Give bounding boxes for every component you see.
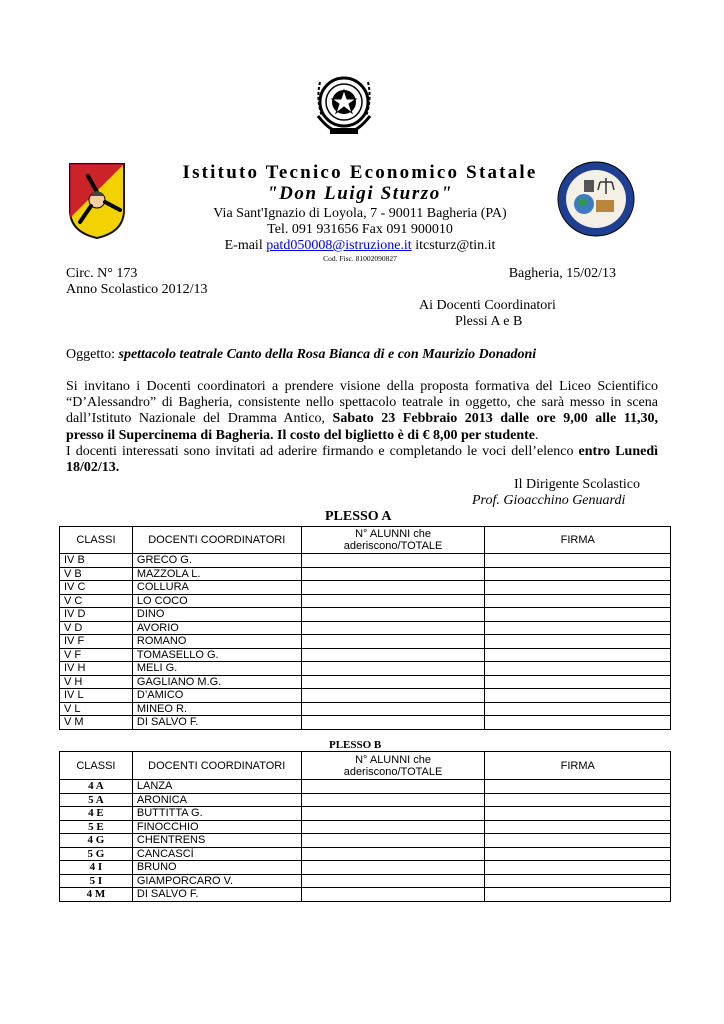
teacher-cell: MAZZOLA L. [132, 567, 301, 581]
teacher-cell: CANCASCÌ [132, 847, 301, 861]
italian-republic-emblem [312, 72, 376, 138]
table-row [60, 554, 671, 568]
signature-cell[interactable] [485, 675, 671, 689]
table-row [60, 581, 671, 595]
recipient-line-2: Plessi A e B [455, 314, 523, 329]
table-row [60, 888, 671, 902]
table-row [60, 594, 671, 608]
teacher-cell: FINOCCHIO [132, 820, 301, 834]
students-count-cell[interactable] [301, 662, 485, 676]
students-count-cell[interactable] [301, 807, 485, 821]
signature-cell[interactable] [485, 793, 671, 807]
signature-cell[interactable] [485, 648, 671, 662]
email-label: E-mail [224, 238, 267, 253]
signature-cell[interactable] [485, 702, 671, 716]
event-date-time: Sabato 23 Febbraio 2013 dalle ore 9,00 alle 11,30, [332, 411, 658, 427]
students-count-cell[interactable] [301, 594, 485, 608]
body-line-2: “D’Alessandro” di Bagheria, consistente nello spettacolo teatrale in oggetto, che sarà messo in scena [66, 395, 658, 411]
teacher-cell: AVORIO [132, 621, 301, 635]
body-line-6 [66, 460, 658, 476]
students-count-cell[interactable] [301, 581, 485, 595]
teacher-cell: BRUNO [132, 861, 301, 875]
teacher-cell: GIAMPORCARO V. [132, 874, 301, 888]
table-row [60, 635, 671, 649]
tax-code: Cod. Fisc. 81002090827 [323, 254, 397, 263]
students-count-cell[interactable] [301, 675, 485, 689]
class-cell: 5 A [60, 793, 133, 807]
class-cell: 4 M [60, 888, 133, 902]
signature-cell[interactable] [485, 567, 671, 581]
teacher-cell: MELI G. [132, 662, 301, 676]
table-row [60, 834, 671, 848]
teacher-cell: DI SALVO F. [132, 716, 301, 730]
class-cell: 5 E [60, 820, 133, 834]
teacher-cell: CHENTRENS [132, 834, 301, 848]
teacher-cell: COLLURA [132, 581, 301, 595]
class-cell: V B [60, 567, 133, 581]
teacher-cell: LO COCO [132, 594, 301, 608]
signature-cell[interactable] [485, 807, 671, 821]
body-line-5: I docenti interessati sono invitati ad aderire firmando e completando le voci dell’elenco entro Lunedì [66, 443, 658, 459]
students-count-cell[interactable] [301, 608, 485, 622]
class-cell: IV F [60, 635, 133, 649]
students-count-cell[interactable] [301, 621, 485, 635]
students-count-cell[interactable] [301, 834, 485, 848]
table-row [60, 567, 671, 581]
table-row [60, 847, 671, 861]
school-address: Via Sant'Ignazio di Loyola, 7 - 90011 Bagheria (PA) [213, 206, 507, 221]
column-header: CLASSI [60, 752, 133, 780]
table-row [60, 807, 671, 821]
signature-cell[interactable] [485, 888, 671, 902]
students-count-cell[interactable] [301, 874, 485, 888]
body-paragraph [66, 379, 658, 476]
school-name: "Don Luigi Sturzo" [266, 183, 454, 204]
table-row [60, 621, 671, 635]
signature-cell[interactable] [485, 874, 671, 888]
column-header: FIRMA [485, 752, 671, 780]
students-count-cell[interactable] [301, 716, 485, 730]
column-header: DOCENTI COORDINATORI [132, 752, 301, 780]
class-cell: 4 I [60, 861, 133, 875]
class-cell: 4 E [60, 807, 133, 821]
signature-cell[interactable] [485, 621, 671, 635]
table-row [60, 874, 671, 888]
column-header: FIRMA [485, 527, 671, 554]
class-cell: IV C [60, 581, 133, 595]
plesso-a-title: PLESSO A [325, 509, 392, 524]
signature-cell[interactable] [485, 820, 671, 834]
class-cell: V D [60, 621, 133, 635]
table-row [60, 780, 671, 794]
signature-cell[interactable] [485, 635, 671, 649]
class-cell: 5 I [60, 874, 133, 888]
students-count-cell[interactable] [301, 554, 485, 568]
deadline-label: entro Lunedì [578, 443, 658, 459]
table-row [60, 716, 671, 730]
class-cell: 4 G [60, 834, 133, 848]
students-count-cell[interactable] [301, 793, 485, 807]
table-row [60, 608, 671, 622]
teacher-cell: ROMANO [132, 635, 301, 649]
school-phone: Tel. 091 931656 Fax 091 900010 [267, 222, 453, 237]
plesso-b-title: PLESSO B [329, 739, 382, 751]
students-count-cell[interactable] [301, 847, 485, 861]
plesso-b-table [59, 751, 671, 902]
teacher-cell: BUTTITTA G. [132, 807, 301, 821]
class-cell: IV H [60, 662, 133, 676]
subject-line [66, 347, 536, 363]
signature-cell[interactable] [485, 594, 671, 608]
table-row [60, 689, 671, 703]
table-row [60, 648, 671, 662]
table-header-row [60, 527, 671, 554]
class-cell: V C [60, 594, 133, 608]
class-cell: 5 G [60, 847, 133, 861]
class-cell: V L [60, 702, 133, 716]
plesso-a-table [59, 526, 671, 730]
teacher-cell: D’AMICO [132, 689, 301, 703]
signature-cell[interactable] [485, 861, 671, 875]
sicily-coat-of-arms [68, 162, 126, 240]
signature-cell[interactable] [485, 847, 671, 861]
students-count-cell[interactable] [301, 861, 485, 875]
signature-role: Il Dirigente Scolastico [514, 477, 640, 492]
teacher-cell: MINEO R. [132, 702, 301, 716]
teacher-cell: GRECO G. [132, 554, 301, 568]
teacher-cell: GAGLIANO M.G. [132, 675, 301, 689]
class-cell: V M [60, 716, 133, 730]
email-secondary: itcsturz@tin.it [411, 238, 496, 253]
column-header: DOCENTI COORDINATORI [132, 527, 301, 554]
column-header: CLASSI [60, 527, 133, 554]
students-count-cell[interactable] [301, 689, 485, 703]
signature-cell[interactable] [485, 554, 671, 568]
body-line-1: Si invitano i Docenti coordinatori a prendere visione della proposta formativa del Liceo Scientifico [66, 379, 658, 394]
students-count-cell[interactable] [301, 780, 485, 794]
teacher-cell: DI SALVO F. [132, 888, 301, 902]
signature-cell[interactable] [485, 689, 671, 703]
students-count-cell[interactable] [301, 648, 485, 662]
class-cell: IV B [60, 554, 133, 568]
place-date: Bagheria, 15/02/13 [508, 266, 616, 281]
table-row [60, 820, 671, 834]
signature-cell[interactable] [485, 780, 671, 794]
students-count-cell[interactable] [301, 820, 485, 834]
signature-cell[interactable] [485, 662, 671, 676]
teacher-cell: LANZA [132, 780, 301, 794]
class-cell: V F [60, 648, 133, 662]
school-title: Istituto Tecnico Economico Statale [182, 162, 538, 183]
column-header: N° ALUNNI che aderiscono/TOTALE [301, 527, 485, 554]
deadline-date: 18/02/13. [66, 460, 120, 476]
class-cell: IV L [60, 689, 133, 703]
table-row [60, 662, 671, 676]
class-cell: IV D [60, 608, 133, 622]
class-cell: 4 A [60, 780, 133, 794]
school-year: Anno Scolastico 2012/13 [66, 282, 208, 297]
school-email [140, 238, 580, 254]
teacher-cell: DINO [132, 608, 301, 622]
teacher-cell: TOMASELLO G. [132, 648, 301, 662]
recipient-line-1: Ai Docenti Coordinatori [419, 298, 556, 313]
students-count-cell[interactable] [301, 702, 485, 716]
table-row [60, 793, 671, 807]
teacher-cell: ARONICA [132, 793, 301, 807]
event-venue-price: presso il Supercinema di Bagheria. Il costo del biglietto è di € 8,00 per studente [66, 427, 536, 443]
table-row [60, 702, 671, 716]
subject-label: Oggetto: [66, 347, 119, 362]
subject-text: spettacolo teatrale Canto della Rosa Bianca di e con Maurizio Donadoni [118, 347, 537, 362]
table-row [60, 861, 671, 875]
circular-number: Circ. N° 173 [66, 266, 138, 281]
students-count-cell[interactable] [301, 635, 485, 649]
signature-cell[interactable] [485, 608, 671, 622]
table-header-row [60, 752, 671, 780]
table-row [60, 675, 671, 689]
body-line-3: dall’Istituto Nazionale del Dramma Antico, Sabato 23 Febbraio 2013 dalle ore 9,00 alle 11,30, [66, 411, 658, 427]
body-line-4: presso il Supercinema di Bagheria. Il costo del biglietto è di € 8,00 per studente. [66, 427, 539, 443]
signature-cell[interactable] [485, 716, 671, 730]
signature-cell[interactable] [485, 834, 671, 848]
students-count-cell[interactable] [301, 888, 485, 902]
signature-name: Prof. Gioacchino Genuardi [472, 493, 626, 508]
class-cell: V H [60, 675, 133, 689]
email-link[interactable]: patd050008@istruzione.it [266, 238, 412, 253]
students-count-cell[interactable] [301, 567, 485, 581]
column-header: N° ALUNNI che aderiscono/TOTALE [301, 752, 485, 780]
signature-cell[interactable] [485, 581, 671, 595]
